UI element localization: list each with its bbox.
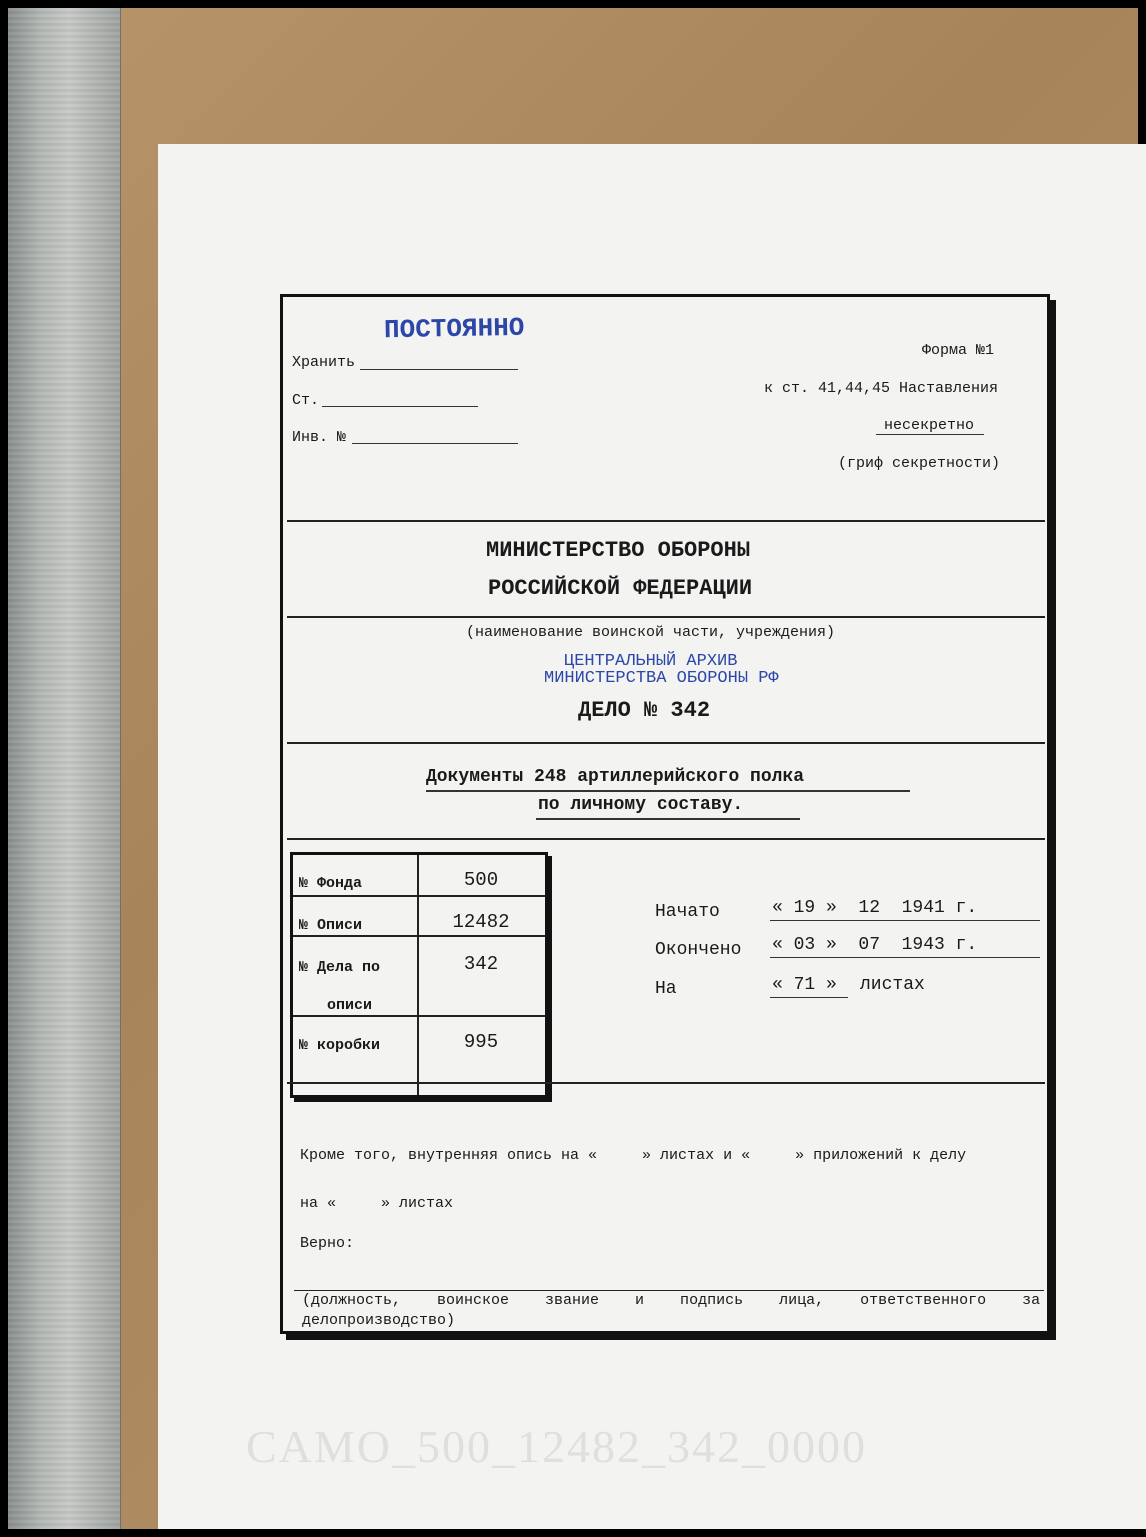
ended-value: « 03 » 07 1943 г.	[772, 935, 978, 955]
org-line2: РОССИЙСКОЙ ФЕДЕРАЦИИ	[488, 576, 753, 601]
started-value: « 19 » 12 1941 г.	[772, 898, 978, 918]
case-index-table	[290, 852, 548, 1098]
classification-caption: (гриф секретности)	[838, 455, 1001, 472]
subject-line2: по личному составу.	[538, 795, 744, 815]
org-caption: (наименование воинской части, учреждения)	[466, 624, 836, 641]
sheets-label: На	[655, 979, 677, 999]
folder-spine	[8, 8, 121, 1529]
org-line1: МИНИСТЕРСТВО ОБОРОНЫ	[486, 538, 751, 563]
inner-sheets-line: на « » листах	[300, 1195, 454, 1212]
sheets-value: « 71 »	[772, 975, 837, 995]
form-number: Форма №1	[922, 342, 995, 359]
box-value: 995	[463, 1031, 499, 1053]
keep-label: Хранить	[292, 354, 356, 371]
regulation-ref: к ст. 41,44,45 Наставления	[764, 380, 999, 397]
inner-inventory-line: Кроме того, внутренняя опись на « » листах и « » приложений к делу	[300, 1147, 967, 1164]
case-label: № Дела по	[299, 959, 381, 976]
archive-stamp-line1: ЦЕНТРАЛЬНЫЙ АРХИВ	[564, 652, 738, 671]
case-label-2: описи	[327, 997, 373, 1014]
box-label: № коробки	[299, 1037, 381, 1054]
case-title: ДЕЛО № 342	[578, 698, 711, 723]
fond-label: № Фонда	[299, 875, 363, 892]
archive-stamp-line2: МИНИСТЕРСТВА ОБОРОНЫ РФ	[544, 669, 779, 688]
inventory-value: 12482	[452, 911, 510, 933]
responsible-caption-2: делопроизводство)	[302, 1312, 456, 1329]
verified-label: Верно:	[300, 1235, 355, 1252]
responsible-caption: (должность, воинское звание и подпись лица, ответственного за	[302, 1292, 1041, 1309]
inv-label: Инв. №	[292, 429, 347, 446]
storage-stamp: ПОСТОЯННО	[383, 312, 525, 346]
article-label: Ст.	[292, 392, 320, 409]
inventory-label: № Описи	[299, 917, 363, 934]
case-value: 342	[463, 953, 499, 975]
subject-line1: Документы 248 артиллерийского полка	[426, 767, 805, 787]
ended-label: Окончено	[655, 940, 742, 960]
started-label: Начато	[655, 902, 720, 922]
sheets-suffix: листах	[860, 975, 925, 995]
fond-value: 500	[463, 869, 499, 891]
archive-watermark: CAMO_500_12482_342_0000	[246, 1421, 868, 1472]
classification: несекретно	[884, 417, 975, 434]
